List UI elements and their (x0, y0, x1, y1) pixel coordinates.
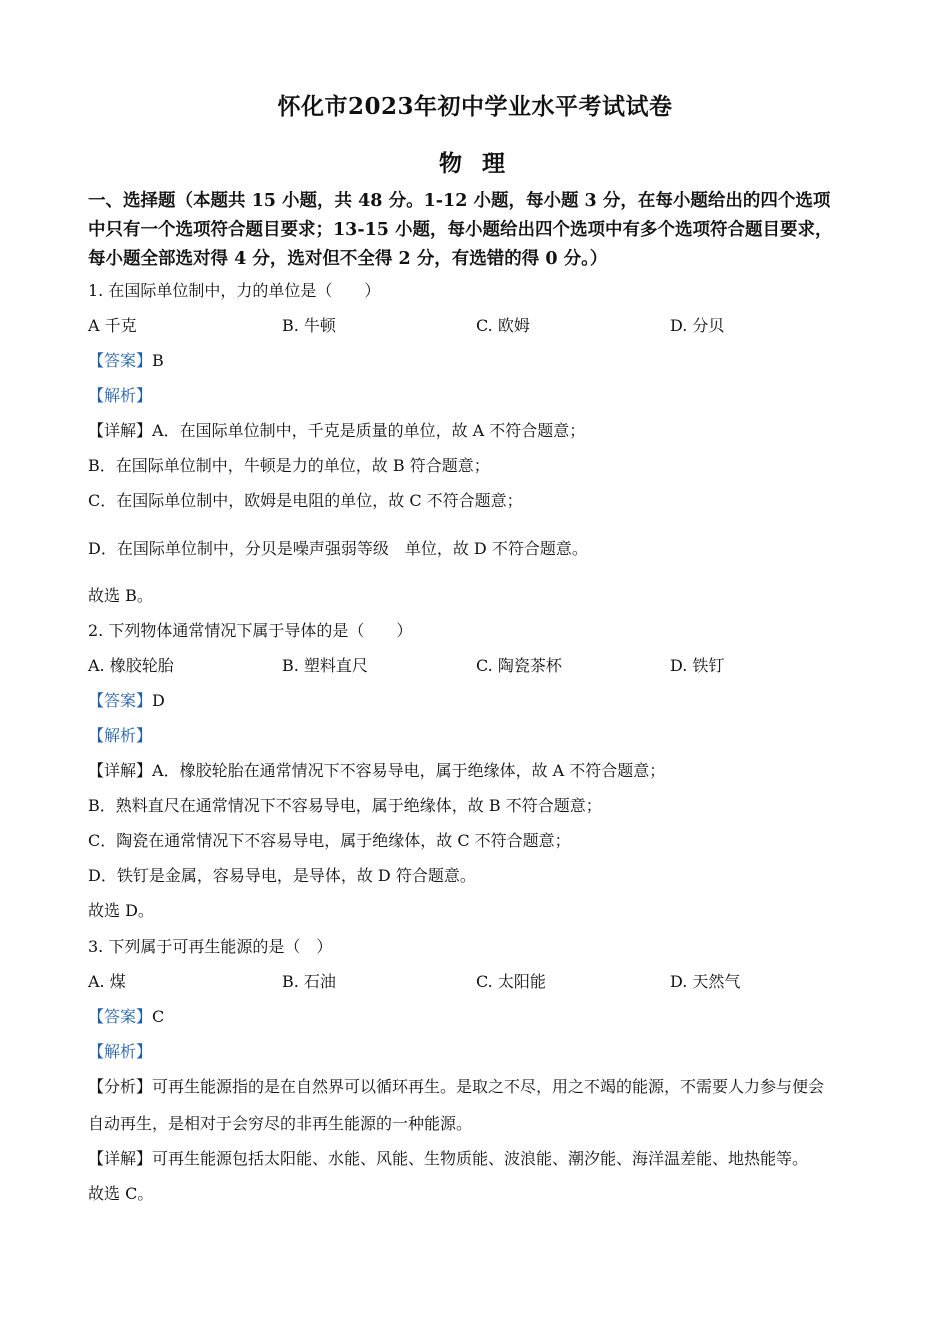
analysis-tag: 【解析】 (88, 1042, 153, 1061)
section-heading-line: 一、选择题（本题共 15 小题，共 48 分。1-12 小题，每小题 3 分，在每小题给出的四个选项 (88, 191, 831, 211)
q1-answer: B (152, 351, 164, 370)
q2-answer: D (152, 691, 165, 710)
q2-conclusion: 故选 D。 (88, 901, 154, 920)
exam-title: 怀化市2023年初中学业水平考试试卷 (277, 93, 673, 120)
q3-answer: C (152, 1007, 165, 1026)
q1-analysis-line (88, 386, 152, 406)
answer-tag: 【答案】 (88, 351, 153, 370)
question-3-stem: 3. 下列属于可再生能源的是（ ） (88, 937, 333, 956)
q3-analysis-2: 自动再生，是相对于会穷尽的非再生能源的一种能源。 (88, 1114, 473, 1133)
q3-option-b: B. 石油 (282, 972, 336, 991)
analysis-tag: 【解析】 (88, 726, 153, 745)
q1-option-b: B. 牛顿 (282, 316, 336, 335)
q2-detail-a-line (88, 761, 665, 781)
q1-answer-line (88, 351, 164, 371)
answer-tag: 【答案】 (88, 1007, 153, 1026)
q1-detail-a-line (88, 421, 585, 441)
q1-option-c: C. 欧姆 (476, 316, 530, 335)
q1-detail-d: D．在国际单位制中，分贝是噪声强弱等级 单位，故 D 不符合题意。 (88, 539, 588, 558)
answer-tag: 【答案】 (88, 691, 153, 710)
detail-tag: 【详解】 (88, 1149, 153, 1168)
q2-answer-line (88, 691, 165, 711)
q2-option-d: D. 铁钉 (670, 656, 725, 675)
q2-option-b: B. 塑料直尺 (282, 656, 368, 675)
q2-detail-b: B．熟料直尺在通常情况下不容易导电，属于绝缘体，故 B 不符合题意； (88, 796, 602, 815)
question-1-stem: 1. 在国际单位制中，力的单位是（ ） (88, 281, 381, 300)
fenxi-tag: 【分析】 (88, 1077, 153, 1096)
q2-detail-d: D．铁钉是金属，容易导电，是导体，故 D 符合题意。 (88, 866, 476, 885)
q1-option-d: D. 分贝 (670, 316, 725, 335)
q3-option-d: D. 天然气 (670, 972, 741, 991)
section-heading-line: 每小题全部选对得 4 分，选对但不全得 2 分，有选错的得 0 分。） (88, 249, 608, 269)
q1-detail-b: B．在国际单位制中，牛顿是力的单位，故 B 符合题意； (88, 456, 490, 475)
q2-option-a: A. 橡胶轮胎 (88, 656, 174, 675)
q3-detail: 可再生能源包括太阳能、水能、风能、生物质能、波浪能、潮汐能、海洋温差能、地热能等。 (152, 1149, 809, 1168)
q3-detail-line (88, 1149, 808, 1169)
detail-tag: 【详解】 (88, 421, 153, 440)
detail-tag: 【详解】 (88, 761, 153, 780)
section-heading (88, 187, 888, 274)
q3-option-a: A. 煤 (88, 972, 126, 991)
q1-option-a: A 千克 (88, 316, 137, 335)
question-2-stem: 2. 下列物体通常情况下属于导体的是（ ） (88, 621, 413, 640)
q2-detail-c: C．陶瓷在通常情况下不容易导电，属于绝缘体，故 C 不符合题意； (88, 831, 571, 850)
q1-conclusion: 故选 B。 (88, 586, 153, 605)
q3-option-c: C. 太阳能 (476, 972, 546, 991)
subject-title: 物 理 (438, 150, 511, 177)
q3-analysis-1: 可再生能源指的是在自然界可以循环再生。是取之不尽，用之不竭的能源，不需要人力参与便会 (152, 1077, 825, 1096)
q3-analysis-line (88, 1042, 152, 1062)
q2-analysis-line (88, 726, 152, 746)
q1-detail-a: A．在国际单位制中，千克是质量的单位，故 A 不符合题意； (152, 421, 586, 440)
q3-answer-line (88, 1007, 164, 1027)
section-heading-line: 中只有一个选项符合题目要求；13-15 小题，每小题给出四个选项中有多个选项符合题目要求， (88, 220, 833, 240)
q2-option-c: C. 陶瓷茶杯 (476, 656, 562, 675)
q2-detail-a: A．橡胶轮胎在通常情况下不容易导电，属于绝缘体，故 A 不符合题意； (152, 761, 666, 780)
analysis-tag: 【解析】 (88, 386, 153, 405)
q3-analysis-1-line (88, 1077, 824, 1097)
q1-detail-c: C．在国际单位制中，欧姆是电阻的单位，故 C 不符合题意； (88, 491, 523, 510)
q3-conclusion: 故选 C。 (88, 1184, 154, 1203)
